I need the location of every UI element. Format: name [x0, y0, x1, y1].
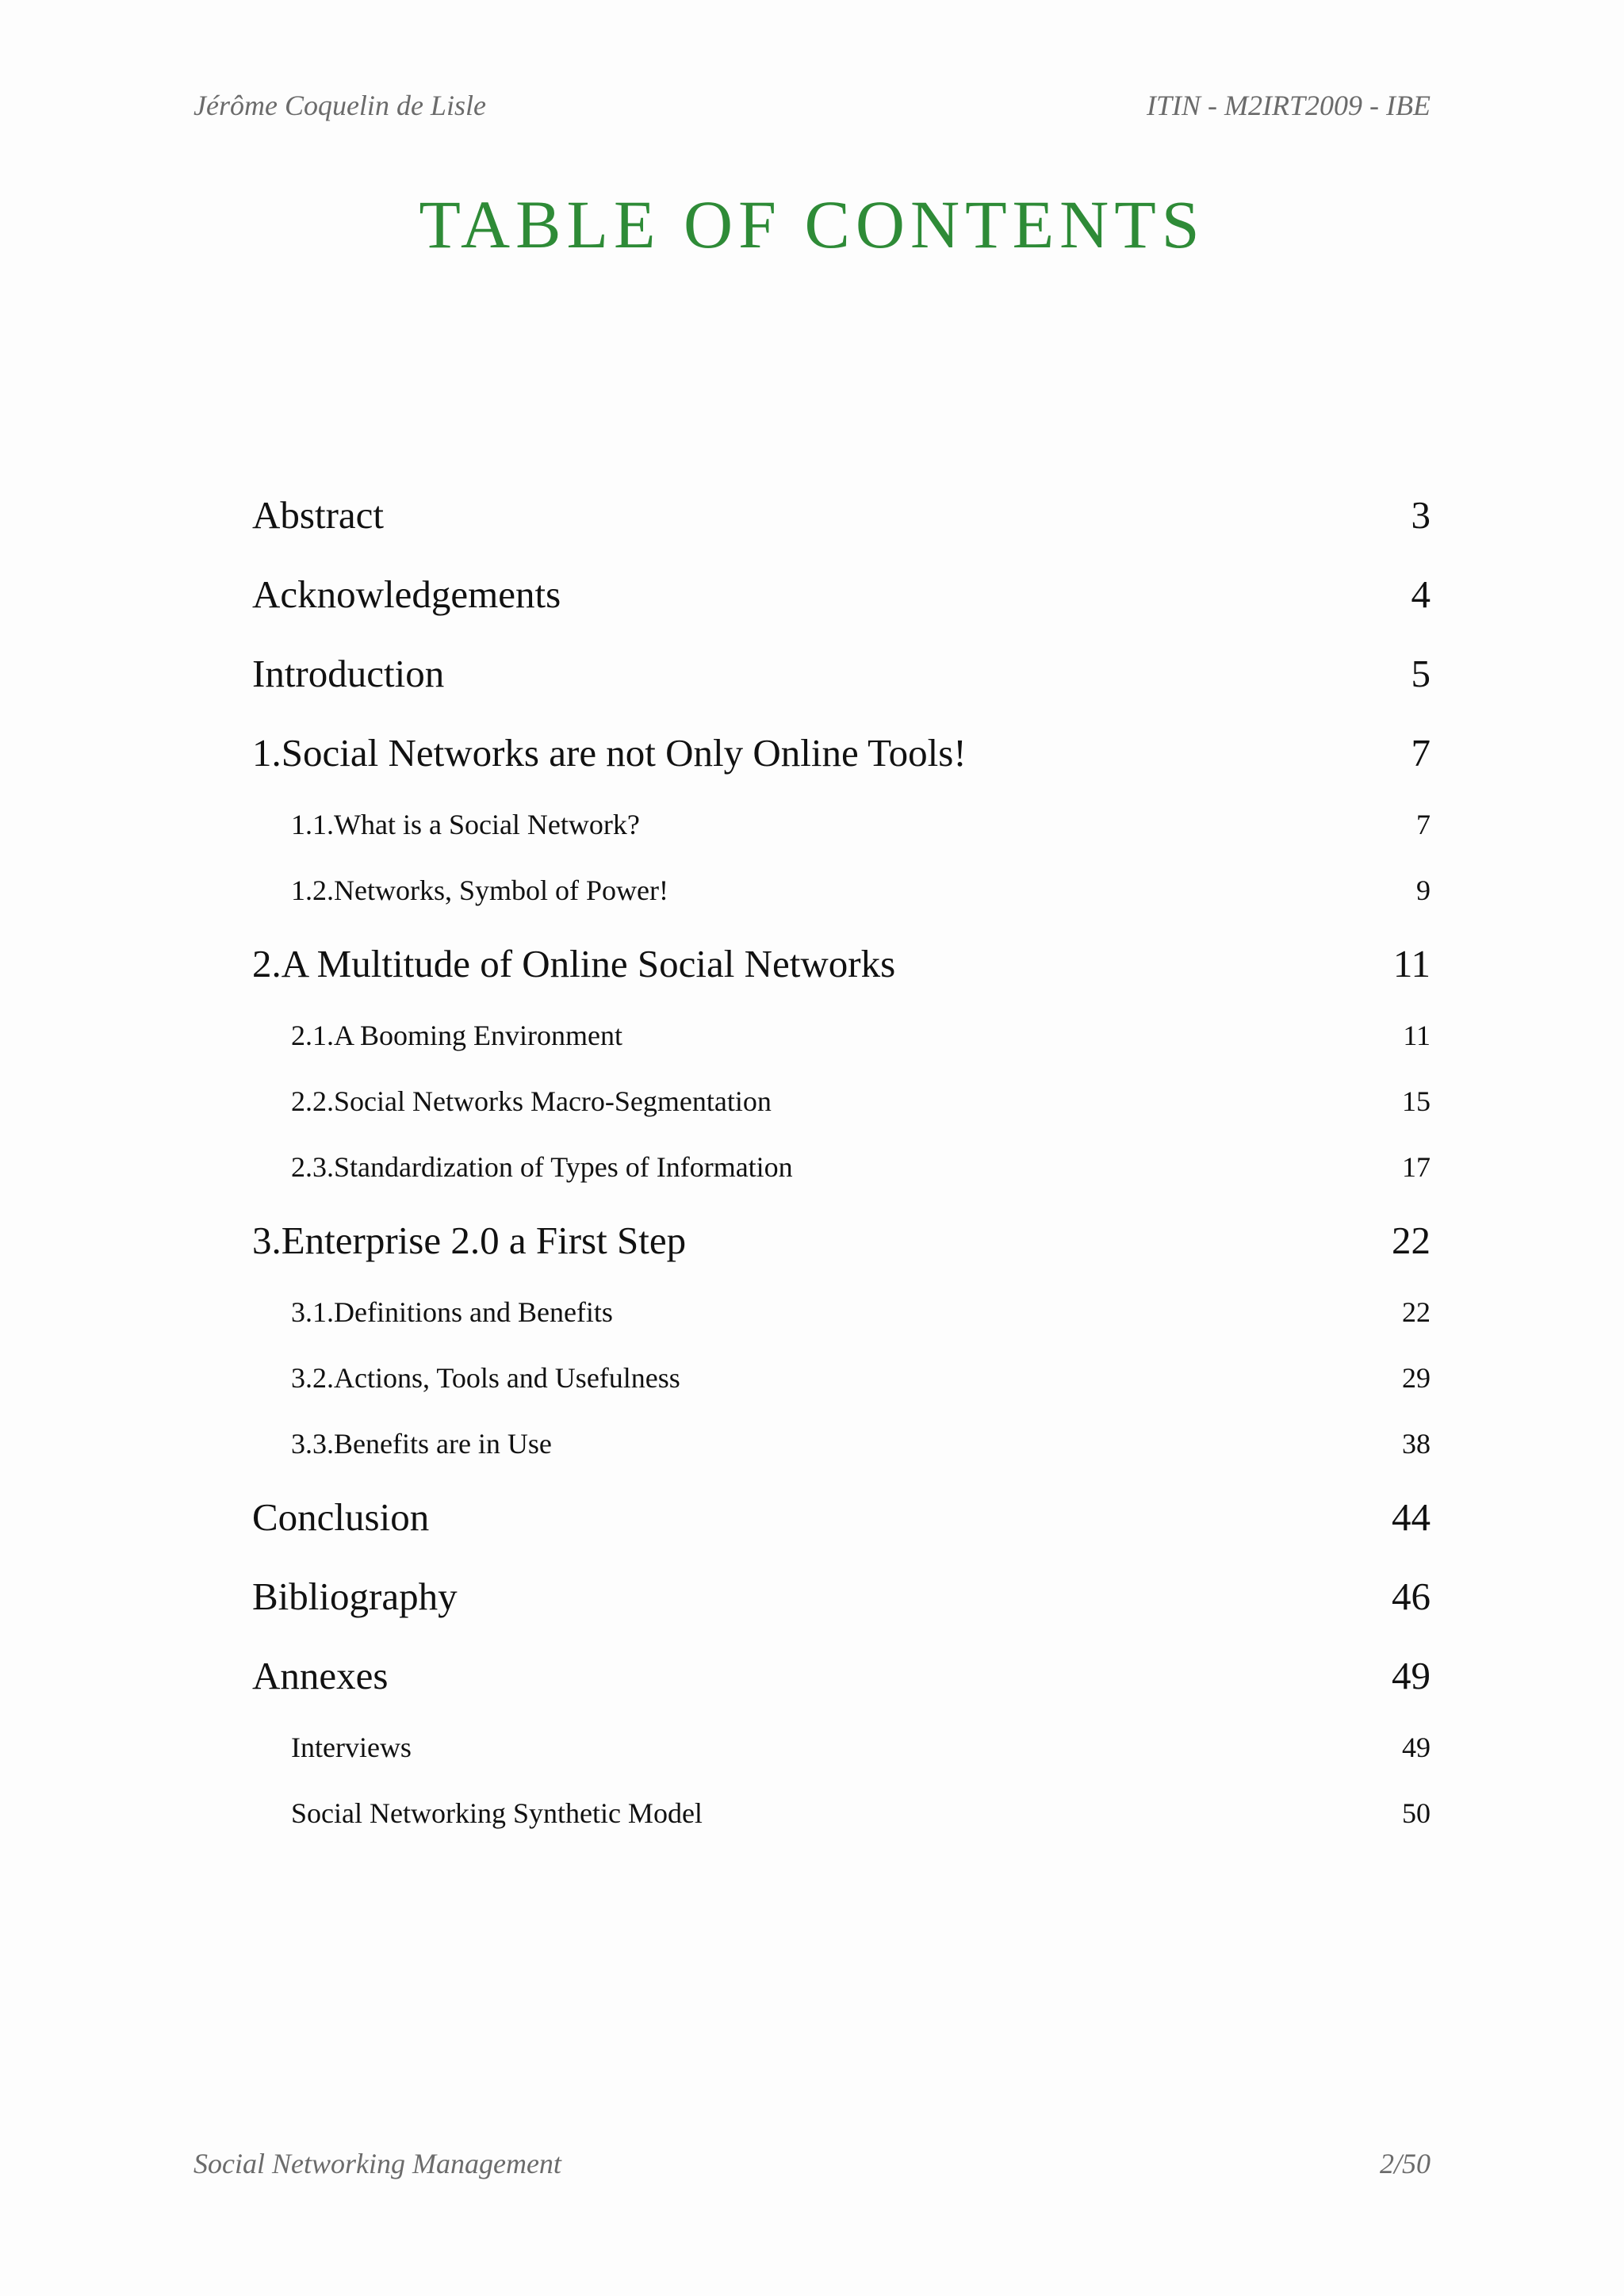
toc-subentry-page: 17 [1402, 1151, 1431, 1183]
toc-subentry[interactable] [252, 1420, 1431, 1486]
toc-subentry-label: Social Networking Synthetic Model [291, 1797, 703, 1829]
toc-entry-page: 11 [1392, 942, 1431, 985]
toc-subentry-label: 3.2.Actions, Tools and Usefulness [291, 1362, 680, 1394]
toc-subentry-label: 2.3.Standardization of Types of Information [291, 1151, 793, 1183]
toc-subentry[interactable] [252, 1724, 1431, 1789]
running-header [193, 89, 1431, 122]
toc-subentry[interactable] [252, 867, 1431, 932]
toc-subentry-page: 9 [1416, 874, 1431, 906]
toc-entry-page: 3 [1411, 493, 1431, 537]
header-author: Jérôme Coquelin de Lisle [193, 90, 486, 121]
toc-entry[interactable] [252, 642, 1431, 721]
toc-entry-page: 46 [1392, 1575, 1431, 1618]
toc-subentry[interactable] [252, 1354, 1431, 1420]
table-of-contents [252, 484, 1431, 1855]
toc-subentry-page: 22 [1402, 1296, 1431, 1328]
toc-subentry-page: 15 [1402, 1085, 1431, 1117]
toc-entry-label: Abstract [252, 493, 384, 537]
toc-subentry-page: 11 [1403, 1020, 1431, 1051]
toc-subentry[interactable] [252, 1012, 1431, 1077]
toc-entry[interactable] [252, 1644, 1431, 1724]
toc-entry-label: Conclusion [252, 1495, 430, 1539]
toc-subentry-label: 3.1.Definitions and Benefits [291, 1296, 613, 1328]
toc-entry-page: 7 [1411, 731, 1431, 775]
toc-entry-page: 4 [1411, 572, 1431, 616]
toc-entry[interactable] [252, 932, 1431, 1012]
toc-entry[interactable] [252, 1209, 1431, 1288]
toc-subentry-label: 1.1.What is a Social Network? [291, 809, 640, 840]
toc-subentry-page: 50 [1402, 1797, 1431, 1829]
toc-entry-label: Annexes [252, 1654, 389, 1697]
toc-entry-label: 2.A Multitude of Online Social Networks [252, 942, 896, 985]
toc-subentry[interactable] [252, 801, 1431, 867]
toc-subentry-label: 2.2.Social Networks Macro-Segmentation [291, 1085, 772, 1117]
toc-entry-page: 49 [1392, 1654, 1431, 1697]
toc-entry[interactable] [252, 484, 1431, 563]
toc-entry-label: Introduction [252, 652, 445, 695]
toc-entry[interactable] [252, 1486, 1431, 1565]
toc-entry-label: 3.Enterprise 2.0 a First Step [252, 1219, 687, 1262]
toc-entry-page: 44 [1392, 1495, 1431, 1539]
toc-entry[interactable] [252, 563, 1431, 642]
toc-entry-page: 22 [1392, 1219, 1431, 1262]
toc-subentry-label: 2.1.A Booming Environment [291, 1020, 622, 1051]
toc-entry-page: 5 [1411, 652, 1431, 695]
toc-subentry[interactable] [252, 1789, 1431, 1855]
running-footer [193, 2147, 1431, 2180]
toc-entry[interactable] [252, 721, 1431, 801]
toc-entry-label: 1.Social Networks are not Only Online Tools! [252, 731, 967, 775]
toc-subentry-label: 3.3.Benefits are in Use [291, 1428, 552, 1460]
toc-subentry[interactable] [252, 1288, 1431, 1354]
toc-subentry-label: 1.2.Networks, Symbol of Power! [291, 874, 668, 906]
footer-page-indicator: 2/50 [1379, 2148, 1431, 2179]
toc-subentry-page: 7 [1416, 809, 1431, 840]
toc-subentry-label: Interviews [291, 1732, 412, 1763]
toc-entry-label: Acknowledgements [252, 572, 561, 616]
toc-entry-label: Bibliography [252, 1575, 458, 1618]
toc-subentry-page: 29 [1402, 1362, 1431, 1394]
footer-document-title: Social Networking Management [193, 2148, 561, 2179]
toc-subentry-page: 49 [1402, 1732, 1431, 1763]
toc-subentry-page: 38 [1402, 1428, 1431, 1460]
toc-subentry[interactable] [252, 1143, 1431, 1209]
toc-entry[interactable] [252, 1565, 1431, 1644]
toc-subentry[interactable] [252, 1077, 1431, 1143]
header-course: ITIN - M2IRT2009 - IBE [1147, 90, 1431, 121]
page-title: TABLE OF CONTENTS [419, 186, 1205, 262]
